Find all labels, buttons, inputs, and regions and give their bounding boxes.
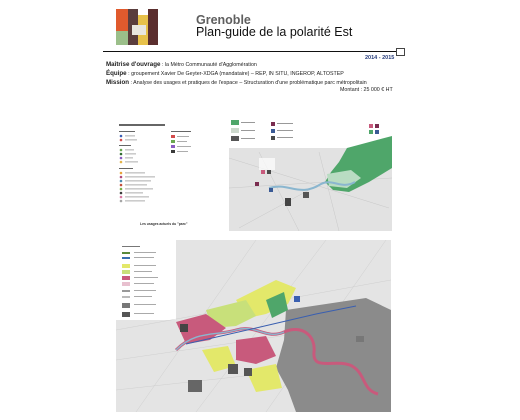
equipe-label: Équipe [106, 70, 127, 77]
upper-map-graphic [229, 118, 392, 231]
header-rule [103, 51, 399, 52]
legend-graphic [117, 120, 225, 227]
left-legend-panel [117, 120, 225, 227]
equipe-line [106, 70, 344, 77]
maitrise-value: : la Métro Communauté d'Agglomération [161, 62, 257, 68]
mission-line [106, 79, 367, 86]
decorative-box [396, 48, 405, 56]
mission-label: Mission [106, 79, 130, 86]
logo [116, 9, 158, 45]
maitrise-label: Maîtrise d'ouvrage [106, 61, 161, 68]
lower-map-graphic [116, 240, 391, 412]
equipe-value: : groupement Xavier De Geyter-XDGA (mandataire) – REP, IN SITU, INGEROP, ALTOSTEP [128, 71, 344, 77]
upper-map [229, 118, 392, 231]
project-period: 2014 - 2015 [365, 55, 395, 61]
montant: Montant : 25 000 € HT [340, 87, 393, 93]
page-subtitle: Plan-guide de la polarité Est [196, 25, 353, 39]
figure-caption: Les usages actuels du "parc" [140, 222, 188, 226]
mission-value: : Analyse des usages et pratiques de l'espace – Structuration d'une problématique parc métropolitain [130, 80, 367, 86]
page-title: Grenoble [196, 13, 251, 27]
maitrise-line [106, 61, 257, 68]
lower-map [116, 240, 391, 412]
